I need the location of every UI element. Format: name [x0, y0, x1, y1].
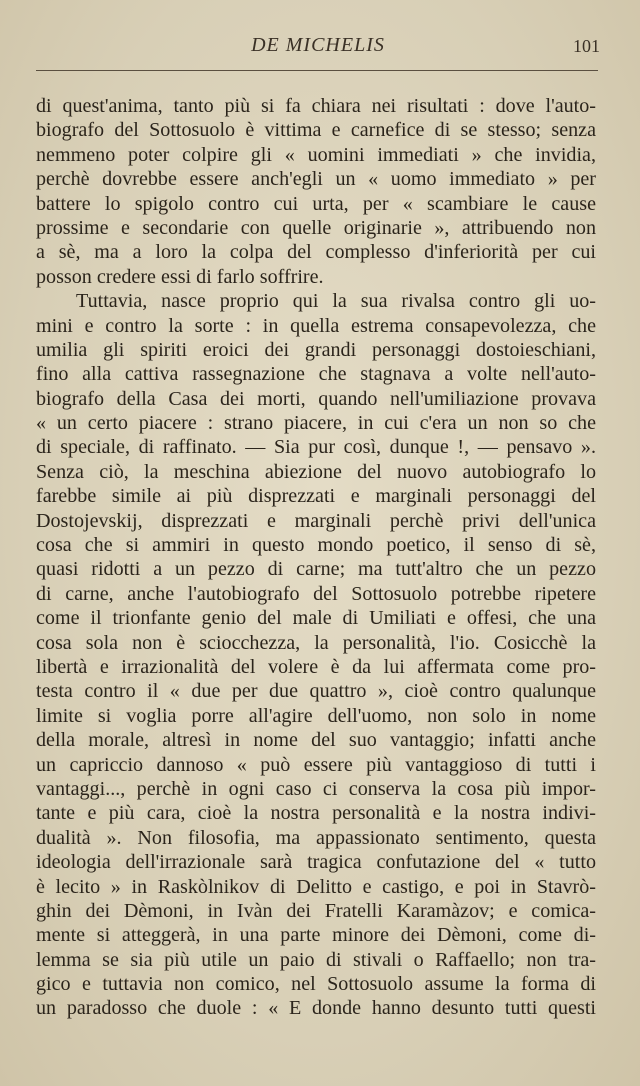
text-line: di carne, anche l'autobiografo del Sottosuolo potrebbe ripetere [36, 582, 596, 605]
text-line: nemmeno poter colpire gli « uomini immediati » che invidia, [36, 143, 596, 166]
text-line: un capriccio dannoso « può essere più vantaggioso di tutti i [36, 753, 596, 776]
text-line: « un certo piacere : strano piacere, in cui c'era un non so che [36, 412, 596, 435]
text-line: di speciale, di raffinato. — Sia pur così, dunque !, — pensavo ». [36, 436, 596, 459]
running-title: DE MICHELIS [251, 34, 385, 56]
text-line: tante e più cara, cioè la nostra personalità e la nostra indivi- [36, 802, 596, 825]
text-line: dualità ». Non filosofia, ma appassionato sentimento, questa [36, 826, 596, 849]
text-line: come il trionfante genio del male di Umiliati e offesi, che una [36, 607, 596, 630]
paragraph-1 [36, 94, 596, 289]
text-line: vantaggi..., perchè in ogni caso ci conserva la cosa più impor- [36, 777, 596, 800]
text-line: fino alla cattiva rassegnazione che stagnava a volte nell'auto- [36, 363, 596, 386]
text-line: farebbe simile ai più disprezzati e marginali personaggi del [36, 485, 596, 508]
text-line: a sè, ma a loro la colpa del complesso d'inferiorità per cui [36, 241, 596, 264]
text-line: di quest'anima, tanto più si fa chiara nei risultati : dove l'auto- [36, 95, 596, 117]
text-line: biografo della Casa dei morti, quando nell'umiliazione provava [36, 387, 596, 410]
text-line: mente si atteggerà, in una parte minore dei Dèmoni, come di- [36, 924, 596, 947]
paragraph-2 [36, 289, 596, 1021]
body-text [36, 94, 596, 1021]
text-line: cosa sola non è sciocchezza, la personalità, l'io. Cosicchè la [36, 631, 596, 654]
text-line: posson credere essi di farlo soffrire. [36, 265, 324, 288]
header-rule [36, 70, 598, 71]
text-line: Tuttavia, nasce proprio qui la sua rivalsa contro gli uo- [76, 290, 596, 313]
text-line: lemma se sia più utile un paio di stivali o Raffaello; non tra- [36, 948, 596, 971]
text-line: ideologia dell'irrazionale sarà tragica confutazione del « tutto [36, 851, 596, 874]
text-line: quasi ridotti a un pezzo di carne; ma tutt'altro che un pezzo [36, 558, 596, 581]
text-line: testa contro il « due per due quattro », cioè contro qualunque [36, 680, 596, 703]
text-line: limite si voglia porre all'agire dell'uomo, non solo in nome [36, 704, 596, 727]
text-line: libertà e irrazionalità del volere è da lui affermata come pro- [36, 655, 596, 678]
text-line: perchè dovrebbe essere anch'egli un « uomo immediato » per [36, 168, 596, 191]
text-line: battere lo spigolo contro cui urta, per « scambiare le cause [36, 192, 596, 215]
text-line: prossime e secondarie con quelle originarie », attribuendo non [36, 216, 596, 239]
text-line: mini e contro la sorte : in quella estrema consapevolezza, che [36, 314, 596, 337]
text-line: ghin dei Dèmoni, in Ivàn dei Fratelli Karamàzov; e comica- [36, 899, 596, 922]
text-line: Dostojevskij, disprezzati e marginali perchè privi dell'unica [36, 509, 596, 532]
text-line: è lecito » in Raskòlnikov di Delitto e castigo, e poi in Stavrò- [36, 875, 596, 898]
text-line: della morale, altresì in nome del suo vantaggio; infatti anche [36, 729, 596, 752]
running-header [36, 34, 600, 62]
page-number: 101 [573, 36, 600, 56]
text-line: un paradosso che duole : « E donde hanno desunto tutti questi [36, 997, 596, 1020]
text-line: cosa che si ammiri in questo mondo poetico, il senso di sè, [36, 534, 596, 557]
text-line: umilia gli spiriti eroici dei grandi personaggi dostoieschiani, [36, 338, 596, 361]
text-line: gico e tuttavia non comico, nel Sottosuolo assume la forma di [36, 973, 596, 996]
text-line: biografo del Sottosuolo è vittima e carnefice di se stesso; senza [36, 119, 596, 142]
text-line: Senza ciò, la meschina abiezione del nuovo autobiografo lo [36, 460, 596, 483]
